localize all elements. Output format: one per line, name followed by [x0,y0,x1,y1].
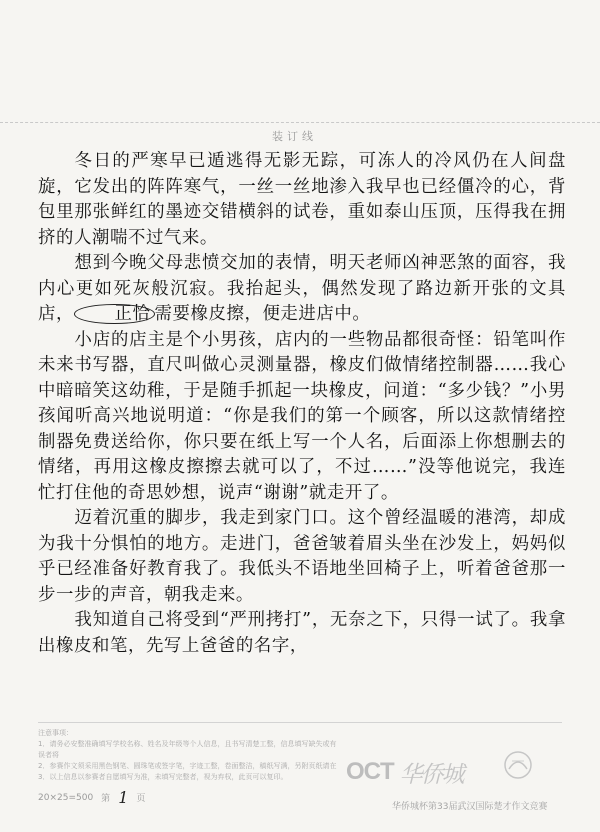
oct-logo: OCT [346,758,394,785]
essay-paragraph-1: 冬日的严寒早已遁逃得无影无踪，可冻人的冷风仍在人间盘旋，它发出的阵阵寒气，一丝一丝地渗入我早也已经僵冷的心，背包里那张鲜红的墨迹交错横斜的试卷，重如泰山压顶，压得我在拥挤的人潮喘不过气来。 [38,151,566,248]
footer-divider [38,722,562,723]
notes-item-3: 3．以上信息以参赛者自愿填写为准，未填写完整者，视为弃权，此页可以复印。 [38,773,288,781]
notes-item-1: 1．请务必安整准确填写学校名称、姓名及年级等个人信息，且书写清楚工整，信息填写缺失或有误者将 [38,740,337,759]
submission-notes [38,728,338,783]
page-meta [38,788,145,807]
paragraph-2-end: 需要橡皮擦，便走进店中。 [154,304,371,324]
page-number: 1 [118,788,129,807]
paragraph-2-start: 想到今晚父母悲愤交加的表情，明天老师凶神恶煞的面容，我内心更如死灰般沉寂。我抬起头，偶然发现了路边新开张的文具店， [38,253,566,324]
contest-seal-icon [498,747,538,787]
page-prefix: 第 [101,794,111,804]
contest-name: 华侨城杯第33届武汉国际楚才作文竞赛 [392,802,548,812]
essay-paragraph-2 [38,251,566,328]
essay-paragraph-3: 小店的店主是个小男孩，店内的一些物品都很奇怪：铅笔叫作未来书写器，直尺叫做心灵测量器，橡皮们做情绪控制器……我心中暗暗笑这幼稚，于是随手抓起一块橡皮，问道：“多少钱？”小男孩闻听高兴地说明道：“你是我们的第一个顾客，所以这款情绪控制器免费送给你，你只要在纸上写一个人名，后面添上你想删去的情绪，再用这橡皮擦擦去就可以了，不过……”没等他说完，我连忙打住他的奇思妙想，说声“谢谢”就走开了。 [38,329,566,503]
notes-label: 注意事项： [38,729,73,737]
notes-item-2: 2．参赛作文须采用黑色钢笔、圆珠笔或签字笔，字迹工整，卷面整洁，稿纸写满，另附页纸请在 [38,762,337,770]
essay-body [38,149,566,659]
brand-script-logo: 华侨城 [399,761,463,788]
grid-spec: 20×25=500 [38,792,94,803]
essay-paragraph-5: 我知道自己将受到“严刑拷打”，无奈之下，只得一试了。我拿出橡皮和笔，先写上爸爸的名字， [38,610,566,656]
circled-correction: 正恰 [74,304,155,324]
page-suffix: 页 [136,794,146,804]
binding-line [0,122,600,123]
binding-label: 装订线 [272,130,317,143]
essay-paragraph-4: 迈着沉重的脚步，我走到家门口。这个曾经温暖的港湾，却成为我十分惧怕的地方。走进门，爸爸皱着眉头坐在沙发上，妈妈似乎已经准备好教育我了。我低头不语地坐回椅子上，听着爸爸那一步一步的声音，朝我走来。 [38,508,566,605]
